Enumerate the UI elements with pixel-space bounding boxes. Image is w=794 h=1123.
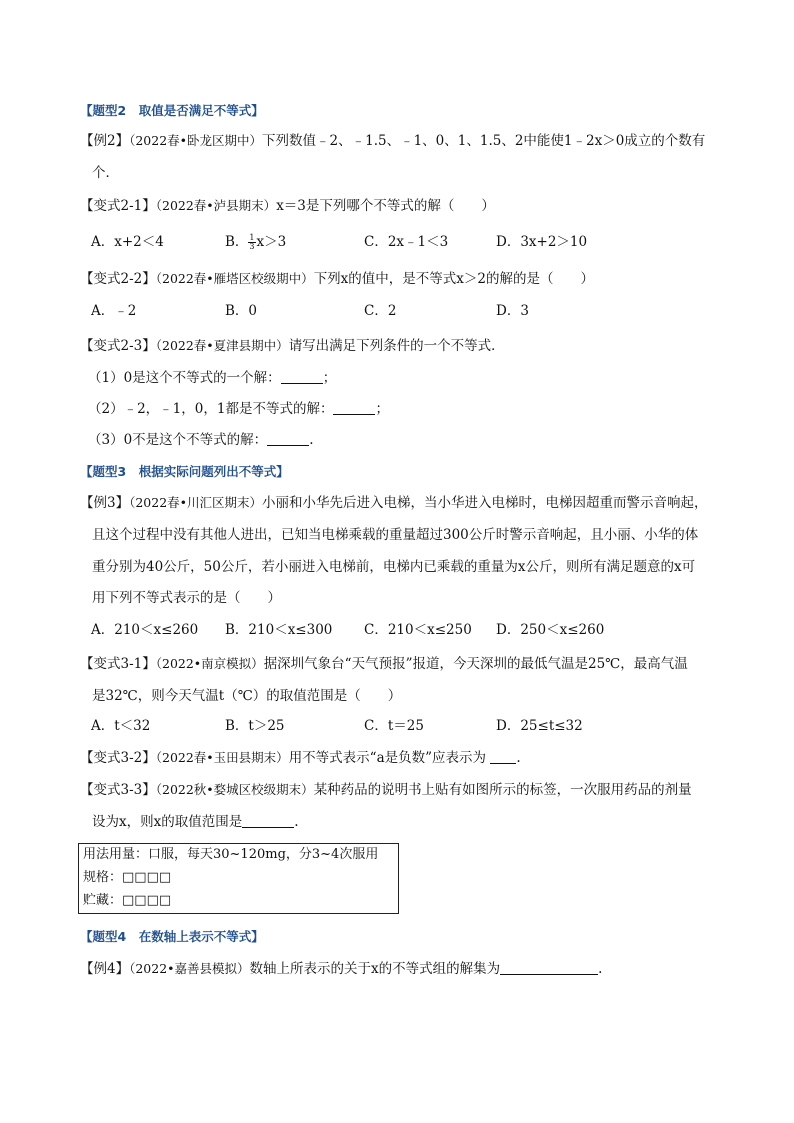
fraction-numerator: 1 [249,233,255,242]
option-a: A．﹣2 [91,303,137,319]
question-tag: 【变式3-3】 [80,782,156,798]
question-text: 下列x的值中，是不等式x＞2的解的是（ ） [313,271,595,287]
question-text: 用不等式表示“a是负数”应表示为 [288,750,487,766]
question-tag: 【变式2-2】 [80,271,156,287]
sub-item-text: （3）0不是这个不等式的解： [88,432,268,448]
sub-item-2 [88,399,389,419]
question-tag: 【变式3-1】 [80,656,156,672]
question-text: 数轴上所表示的关于x的不等式组的解集为 [249,961,501,977]
question-text: 下列数值﹣2、﹣1.5、﹣1、0、1、1.5、2中能使1﹣2x＞0成立的个数有 [262,133,706,149]
option-d: D．3 [496,303,529,319]
answer-blank[interactable] [267,431,309,446]
answer-blank[interactable] [242,813,294,828]
option-b: B．t＞25 [225,718,285,734]
example-3-line-4: 用下列不等式表示的是（ ） [92,590,281,606]
example-4-line [80,959,602,979]
question-source: （2022春•川汇区期末） [129,495,263,510]
example-3-line-1 [80,493,708,513]
option-a: A．210＜x≤260 [91,622,199,638]
answer-blank[interactable] [281,369,323,384]
option-c: C．t＝25 [364,718,424,734]
option-b: B．0 [225,303,258,319]
option-c: C．210＜x≤250 [364,622,472,638]
option-expression: x＞3 [256,234,287,250]
answer-blank[interactable] [490,749,516,764]
question-text: 某种药品的说明书上贴有如图所示的标签，一次服用药品的剂量 [313,782,692,798]
question-source: （2022春•夏津县期中） [155,338,289,353]
example-2-line-2: 个． [92,165,119,181]
option-label: B． [225,234,249,250]
question-tag: 【例3】 [80,495,130,511]
option-a: A．x+2＜4 [91,234,164,250]
fraction-denominator: 3 [249,242,255,251]
option-c: C．2 [364,303,397,319]
question-tag: 【变式3-2】 [80,750,156,766]
sub-item-text: （2）﹣2，﹣1，0，1都是不等式的解： [88,401,334,417]
example-3-line-3: 重分别为40公斤，50公斤，若小丽进入电梯前，电梯内已乘载的重量为x公斤，则所有满足题意的x可 [92,559,696,575]
question-end: . [598,961,603,977]
variant-3-3-line-1 [80,780,692,800]
sub-item-end: ； [375,401,389,417]
variant-3-1-line-2: 是32℃，则今天气温t（℃）的取值范围是（ ） [92,688,402,704]
question-end: . [516,750,521,766]
section-heading-3: 【题型3 根据实际问题列出不等式】 [80,464,289,479]
question-source: （2022秋•婺城区校级期末） [155,782,314,797]
question-text: 设为x，则x的取值范围是 [92,814,243,830]
question-text: 请写出满足下列条件的一个不等式． [288,338,505,354]
section-heading-4: 【题型4 在数轴上表示不等式】 [80,929,264,944]
question-tag: 【变式2-1】 [80,198,156,214]
variant-3-3-line-2 [92,812,299,832]
fraction [248,234,255,251]
medicine-label [78,843,399,914]
option-a: A．t＜32 [91,718,151,734]
variant-2-3-line [80,336,505,356]
option-d: D．250＜x≤260 [496,622,605,638]
question-end: . [294,814,299,830]
sub-item-1 [88,368,336,388]
example-2-line-1 [80,131,705,151]
section-heading-2: 【题型2 取值是否满足不等式】 [80,103,264,118]
question-tag: 【变式2-3】 [80,338,156,354]
sub-item-end: ； [322,370,337,386]
option-c: C．2x﹣1＜3 [364,234,449,250]
option-b: B．210＜x≤300 [225,622,333,638]
question-source: （2022•嘉善县模拟） [129,961,250,976]
question-source: （2022春•雁塔区校级期中） [155,271,314,286]
answer-blank[interactable] [500,960,598,975]
variant-3-1-line-1 [80,654,688,674]
sub-item-3 [88,430,313,450]
question-tag: 【例2】 [80,133,130,149]
sub-item-end: . [309,432,314,448]
option-d: D．3x+2＞10 [496,234,588,250]
question-tag: 【例4】 [80,961,130,977]
label-spec: 规格：□□□□ [83,870,172,885]
question-source: （2022春•卧龙区期中） [129,133,263,148]
question-text: x＝3是下列哪个不等式的解（ ） [276,198,495,214]
option-d: D．25≤t≤32 [496,718,583,734]
option-b [225,232,286,252]
label-storage: 贮藏：□□□□ [83,893,172,908]
sub-item-text: （1）0是这个不等式的一个解： [88,370,281,386]
label-dosage: 用法用量：口服，每天30~120mg，分3~4次服用 [83,847,379,862]
variant-2-2-line [80,269,594,289]
question-text: 据深圳气象台“天气预报”报道，今天深圳的最低气温是25℃，最高气温 [263,656,688,672]
example-3-line-2: 且这个过程中没有其他人进出，已知当电梯乘载的重量超过300公斤时警示音响起，且小丽、小华的体 [92,527,699,543]
variant-2-1-line [80,196,495,216]
question-source: （2022春•泸县期末） [155,198,277,213]
question-source: （2022春•玉田县期末） [155,750,289,765]
question-text: 小丽和小华先后进入电梯，当小华进入电梯时，电梯因超重而警示音响起， [262,495,708,511]
variant-3-2-line [80,748,521,768]
answer-blank[interactable] [333,400,375,415]
question-source: （2022•南京模拟） [155,656,264,671]
